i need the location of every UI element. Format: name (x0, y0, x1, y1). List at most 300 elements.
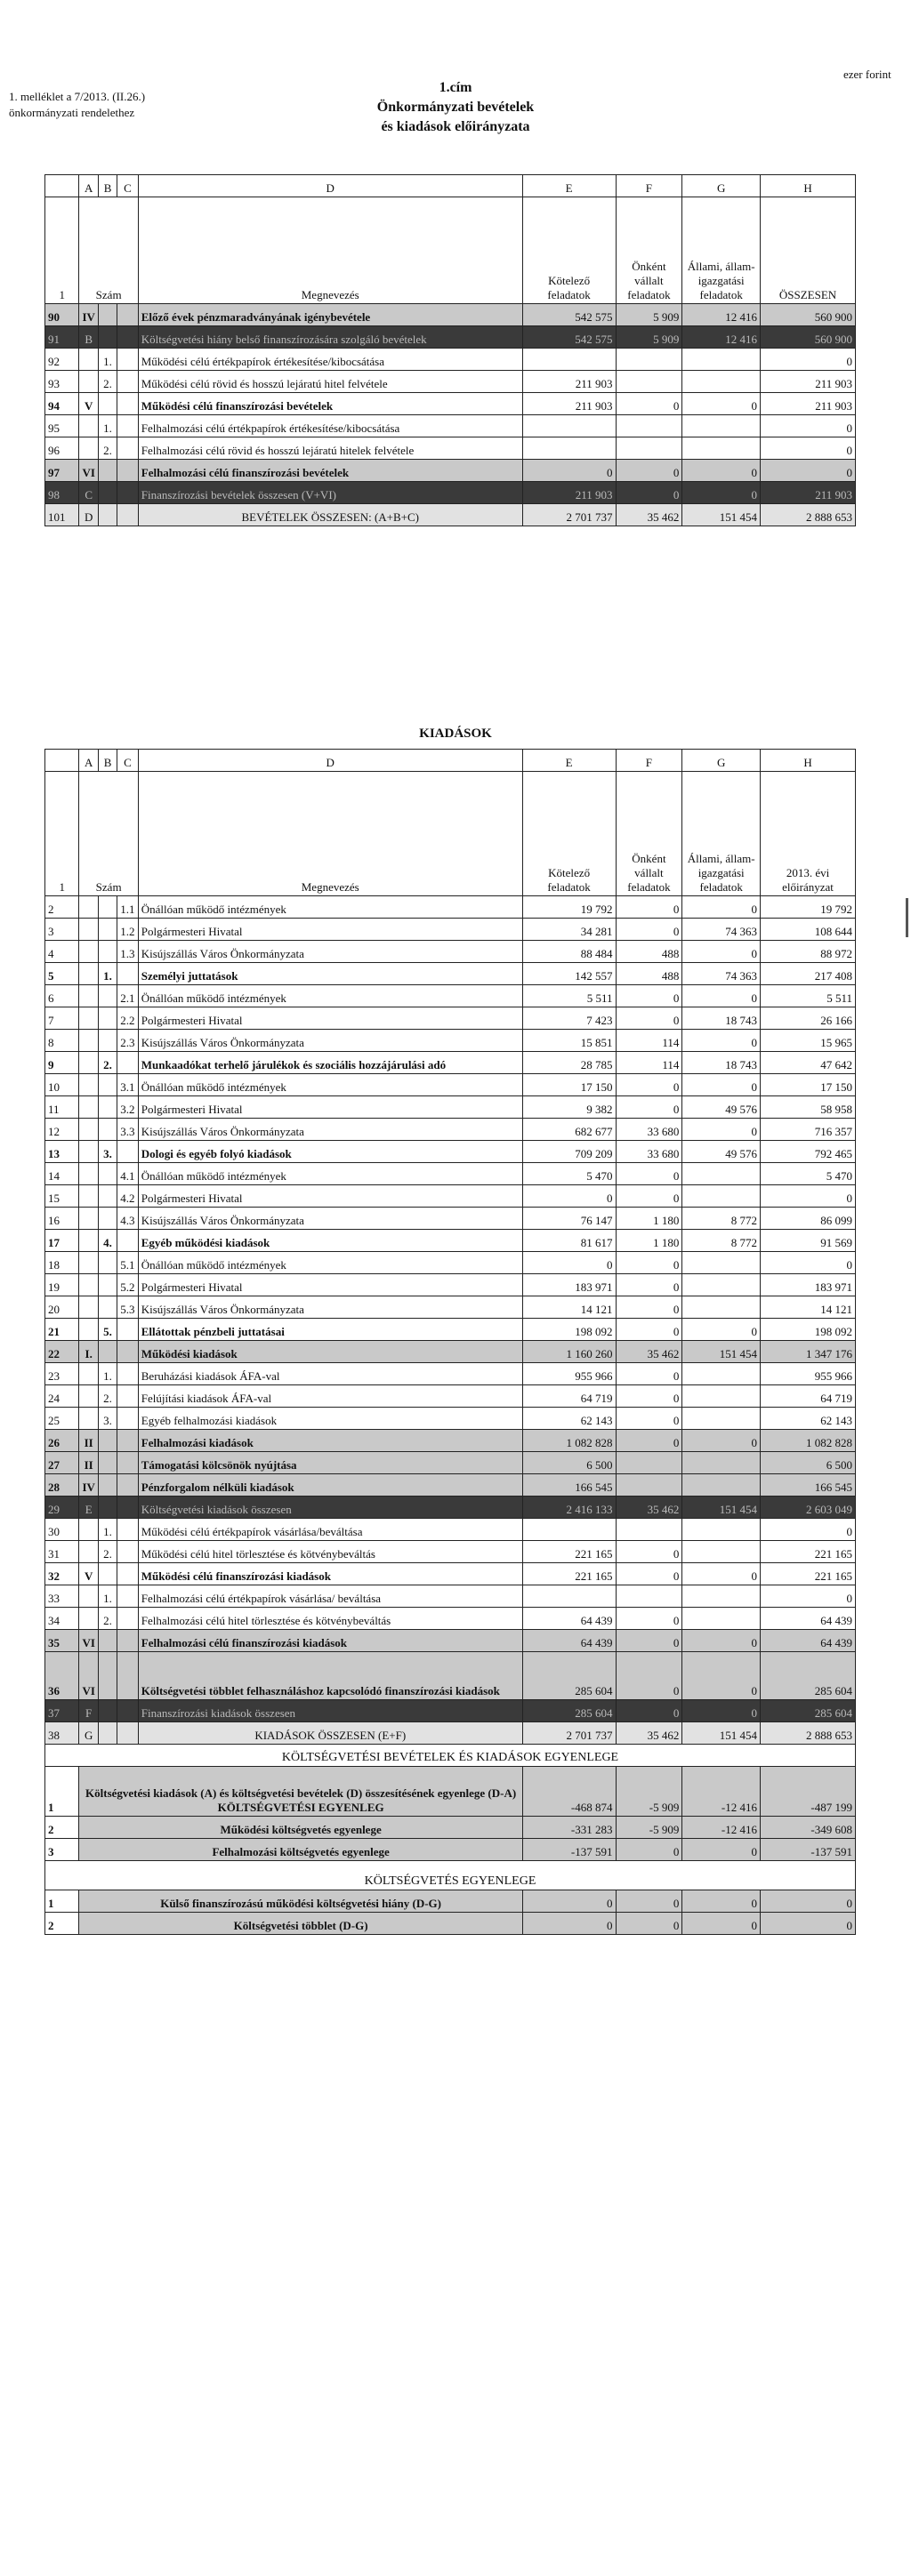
value-kotelezo: 76 147 (522, 1208, 616, 1230)
item-name: Kisújszállás Város Önkormányzata (138, 1119, 522, 1141)
code-c (117, 1230, 139, 1252)
code-b (98, 1252, 117, 1274)
code-b (98, 393, 117, 415)
value-allami: 0 (682, 1563, 761, 1585)
row-number: 36 (45, 1652, 79, 1700)
allami-header: Állami, állam-igazgatási feladatok (682, 197, 761, 304)
item-name: Önállóan működő intézmények (138, 1074, 522, 1096)
item-name: Működési célú értékpapírok vásárlása/beváltása (138, 1519, 522, 1541)
value-onkent: 114 (616, 1030, 682, 1052)
code-b (98, 1563, 117, 1585)
value-kotelezo: 166 545 (522, 1474, 616, 1497)
code-a (79, 1208, 98, 1230)
item-name: Költségvetési többlet felhasználáshoz kapcsolódó finanszírozási kiadások (138, 1652, 522, 1700)
value-kotelezo: 0 (522, 1185, 616, 1208)
code-a (79, 985, 98, 1007)
code-c: 4.3 (117, 1208, 139, 1230)
code-c: 2.1 (117, 985, 139, 1007)
code-a (79, 1319, 98, 1341)
table-row (45, 1630, 856, 1652)
value-kotelezo: 64 439 (522, 1630, 616, 1652)
row-number: 31 (45, 1541, 79, 1563)
value-allami (682, 371, 761, 393)
value-kotelezo: 64 439 (522, 1608, 616, 1630)
value-allami: 151 454 (682, 1341, 761, 1363)
value-allami (682, 1541, 761, 1563)
item-name: Támogatási kölcsönök nyújtása (138, 1452, 522, 1474)
row-number: 8 (45, 1030, 79, 1052)
value-kotelezo: 0 (522, 1890, 616, 1913)
value-onkent (616, 1452, 682, 1474)
code-a (79, 1119, 98, 1141)
column-letters-row-2 (45, 750, 856, 772)
value-onkent: 0 (616, 1252, 682, 1274)
row-number: 101 (45, 504, 79, 526)
value-allami: 0 (682, 1700, 761, 1722)
col-letter-b: B (98, 175, 117, 197)
row-number: 38 (45, 1722, 79, 1745)
code-a: VI (79, 1652, 98, 1700)
value-total: 86 099 (761, 1208, 856, 1230)
code-c (117, 963, 139, 985)
value-onkent: 35 462 (616, 1497, 682, 1519)
code-b (98, 1341, 117, 1363)
value-total: 0 (761, 1913, 856, 1935)
item-name: Működési célú értékpapírok értékesítése/kibocsátása (138, 349, 522, 371)
expenditure-table (44, 749, 856, 1935)
code-a (79, 963, 98, 985)
value-onkent (616, 371, 682, 393)
row-number: 94 (45, 393, 79, 415)
value-allami: 49 576 (682, 1141, 761, 1163)
item-name: Kisújszállás Város Önkormányzata (138, 941, 522, 963)
balance2-title: KÖLTSÉGVETÉS EGYENLEGE (45, 1861, 856, 1890)
code-b: 2. (98, 1541, 117, 1563)
value-total: 211 903 (761, 482, 856, 504)
value-total: 0 (761, 1252, 856, 1274)
code-c (117, 371, 139, 393)
item-name: Felhalmozási célú értékpapírok vásárlása/ beváltása (138, 1585, 522, 1608)
value-total: 5 470 (761, 1163, 856, 1185)
item-name: Dologi és egyéb folyó kiadások (138, 1141, 522, 1163)
code-b (98, 1208, 117, 1230)
row-number: 37 (45, 1700, 79, 1722)
value-total: 19 792 (761, 896, 856, 919)
value-total: 0 (761, 1585, 856, 1608)
row-number: 10 (45, 1074, 79, 1096)
document-title (0, 78, 911, 137)
code-b: 5. (98, 1319, 117, 1341)
row-number: 17 (45, 1230, 79, 1252)
table-row (45, 349, 856, 371)
value-allami (682, 349, 761, 371)
col-letter-h: H (761, 175, 856, 197)
code-c (117, 393, 139, 415)
code-b: 1. (98, 1585, 117, 1608)
table-row (45, 1319, 856, 1341)
value-kotelezo: -468 874 (522, 1767, 616, 1817)
eloiranyzat-header: 2013. évi előirányzat (761, 772, 856, 896)
code-c (117, 1452, 139, 1474)
value-onkent: 0 (616, 1408, 682, 1430)
item-name: Működési célú finanszírozási kiadások (138, 1563, 522, 1585)
table-row (45, 1341, 856, 1363)
row-number: 1 (45, 1767, 79, 1817)
value-kotelezo: 81 617 (522, 1230, 616, 1252)
item-name: Költségvetési kiadások összesen (138, 1497, 522, 1519)
row-number: 2 (45, 1913, 79, 1935)
value-allami: 0 (682, 1319, 761, 1341)
item-name: Pénzforgalom nélküli kiadások (138, 1474, 522, 1497)
row-number: 9 (45, 1052, 79, 1074)
table-row (45, 1474, 856, 1497)
row-number: 29 (45, 1497, 79, 1519)
item-name: Finanszírozási kiadások összesen (138, 1700, 522, 1722)
value-total: -349 608 (761, 1817, 856, 1839)
table-row (45, 1700, 856, 1722)
code-b (98, 460, 117, 482)
balance-name: Költségvetési többlet (D-G) (79, 1913, 522, 1935)
row-number: 33 (45, 1585, 79, 1608)
value-onkent: 1 180 (616, 1208, 682, 1230)
table-row (45, 963, 856, 985)
row-number: 5 (45, 963, 79, 985)
row-number: 28 (45, 1474, 79, 1497)
item-name: Személyi juttatások (138, 963, 522, 985)
code-a: II (79, 1452, 98, 1474)
value-kotelezo: 2 416 133 (522, 1497, 616, 1519)
table-row (45, 1296, 856, 1319)
value-onkent: 0 (616, 919, 682, 941)
value-kotelezo (522, 349, 616, 371)
value-allami (682, 437, 761, 460)
value-kotelezo: 14 121 (522, 1296, 616, 1319)
value-total: 0 (761, 349, 856, 371)
item-name: Kisújszállás Város Önkormányzata (138, 1030, 522, 1052)
title-line-2: Önkormányzati bevételek (376, 100, 535, 115)
code-a (79, 919, 98, 941)
value-onkent: 0 (616, 393, 682, 415)
table-row (45, 304, 856, 326)
value-onkent: 0 (616, 1890, 682, 1913)
code-a: D (79, 504, 98, 526)
row-number: 97 (45, 460, 79, 482)
row-number: 23 (45, 1363, 79, 1385)
code-b (98, 985, 117, 1007)
item-name: Polgármesteri Hivatal (138, 1096, 522, 1119)
row-number: 14 (45, 1163, 79, 1185)
code-b: 3. (98, 1141, 117, 1163)
item-name: Felhalmozási célú rövid és hosszú lejáratú hitelek felvétele (138, 437, 522, 460)
item-name: Polgármesteri Hivatal (138, 1274, 522, 1296)
code-a (79, 1052, 98, 1074)
code-c (117, 1430, 139, 1452)
table-row (45, 1230, 856, 1252)
code-b: 2. (98, 1385, 117, 1408)
code-a (79, 1007, 98, 1030)
code-b (98, 1452, 117, 1474)
value-kotelezo: 542 575 (522, 326, 616, 349)
code-b (98, 1185, 117, 1208)
col-letter-f: F (616, 750, 682, 772)
table-row (45, 1252, 856, 1274)
code-a: IV (79, 304, 98, 326)
code-a: V (79, 1563, 98, 1585)
code-c: 3.3 (117, 1119, 139, 1141)
value-kotelezo: 2 701 737 (522, 504, 616, 526)
table-row (45, 482, 856, 504)
code-b: 2. (98, 1052, 117, 1074)
column-letters-row (45, 175, 856, 197)
row-number: 24 (45, 1385, 79, 1408)
value-total: 6 500 (761, 1452, 856, 1474)
table-row (45, 1385, 856, 1408)
code-a (79, 1385, 98, 1408)
value-allami (682, 1296, 761, 1319)
value-kotelezo: 211 903 (522, 393, 616, 415)
item-name: Egyéb felhalmozási kiadások (138, 1408, 522, 1430)
value-allami: 0 (682, 1630, 761, 1652)
value-total: -487 199 (761, 1767, 856, 1817)
value-total: 64 439 (761, 1630, 856, 1652)
balance-row (45, 1913, 856, 1935)
value-allami: 0 (682, 1119, 761, 1141)
code-b: 1. (98, 1519, 117, 1541)
decree-line-1: 1. melléklet a 7/2013. (II.26.) (9, 90, 146, 103)
value-kotelezo (522, 415, 616, 437)
value-onkent (616, 1474, 682, 1497)
code-b: 1. (98, 349, 117, 371)
value-total: 58 958 (761, 1096, 856, 1119)
table-row (45, 919, 856, 941)
item-name: Önállóan működő intézmények (138, 1163, 522, 1185)
onkent-header: Önként vállalt feladatok (616, 772, 682, 896)
code-c: 4.1 (117, 1163, 139, 1185)
value-total: 285 604 (761, 1700, 856, 1722)
item-name: Önállóan működő intézmények (138, 1252, 522, 1274)
item-name: Előző évek pénzmaradványának igénybevétele (138, 304, 522, 326)
value-total: 217 408 (761, 963, 856, 985)
code-c (117, 437, 139, 460)
col-letter-b: B (98, 750, 117, 772)
value-total: 285 604 (761, 1652, 856, 1700)
code-b (98, 1722, 117, 1745)
table-row (45, 1363, 856, 1385)
value-total: 1 082 828 (761, 1430, 856, 1452)
value-total: 716 357 (761, 1119, 856, 1141)
value-onkent: 0 (616, 1185, 682, 1208)
col-letter-e: E (522, 175, 616, 197)
item-name: Önállóan működő intézmények (138, 985, 522, 1007)
col-letter-a: A (79, 750, 98, 772)
value-onkent: 0 (616, 896, 682, 919)
code-b: 1. (98, 963, 117, 985)
code-a (79, 415, 98, 437)
table-row (45, 326, 856, 349)
megnevezes-header: Megnevezés (138, 772, 522, 896)
value-onkent: -5 909 (616, 1817, 682, 1839)
col-letter-g: G (682, 750, 761, 772)
value-total: 64 439 (761, 1608, 856, 1630)
value-onkent: 0 (616, 1296, 682, 1319)
row-number: 93 (45, 371, 79, 393)
value-allami: 0 (682, 1652, 761, 1700)
table-row (45, 1452, 856, 1474)
decree-line-2: önkormányzati rendelethez (9, 106, 135, 119)
value-allami (682, 1163, 761, 1185)
value-total: 211 903 (761, 393, 856, 415)
row-number: 32 (45, 1563, 79, 1585)
row-number: 6 (45, 985, 79, 1007)
code-c (117, 1519, 139, 1541)
value-kotelezo: 542 575 (522, 304, 616, 326)
table-row (45, 1541, 856, 1563)
value-allami: 74 363 (682, 919, 761, 941)
unit-label: ezer forint (843, 68, 891, 81)
value-onkent (616, 1585, 682, 1608)
value-total: 47 642 (761, 1052, 856, 1074)
value-total: 183 971 (761, 1274, 856, 1296)
table-row (45, 415, 856, 437)
code-a: VI (79, 460, 98, 482)
row-number: 11 (45, 1096, 79, 1119)
value-onkent: 0 (616, 1274, 682, 1296)
row-number: 4 (45, 941, 79, 963)
code-c: 3.2 (117, 1096, 139, 1119)
code-b (98, 896, 117, 919)
code-b: 3. (98, 1408, 117, 1430)
item-name: Finanszírozási bevételek összesen (V+VI) (138, 482, 522, 504)
value-total: 91 569 (761, 1230, 856, 1252)
code-c (117, 1630, 139, 1652)
code-c (117, 504, 139, 526)
value-kotelezo: 17 150 (522, 1074, 616, 1096)
value-allami: 0 (682, 393, 761, 415)
code-b (98, 1007, 117, 1030)
row-number: 1 (45, 1890, 79, 1913)
value-allami (682, 1385, 761, 1408)
code-c (117, 349, 139, 371)
row-number: 15 (45, 1185, 79, 1208)
title-line-1: 1.cím (439, 80, 472, 95)
value-total: 2 603 049 (761, 1497, 856, 1519)
value-total: 1 347 176 (761, 1341, 856, 1363)
code-b (98, 1030, 117, 1052)
value-onkent: 0 (616, 1074, 682, 1096)
table-row (45, 1163, 856, 1185)
col-letter-c: C (117, 175, 139, 197)
row-number: 13 (45, 1141, 79, 1163)
code-a: F (79, 1700, 98, 1722)
balance-row (45, 1767, 856, 1817)
value-allami: 12 416 (682, 304, 761, 326)
row-number: 3 (45, 919, 79, 941)
value-allami: 74 363 (682, 963, 761, 985)
value-allami (682, 1363, 761, 1385)
table-row (45, 1274, 856, 1296)
item-name: BEVÉTELEK ÖSSZESEN: (A+B+C) (138, 504, 522, 526)
value-total: 2 888 653 (761, 1722, 856, 1745)
code-b (98, 326, 117, 349)
code-c (117, 1585, 139, 1608)
item-name: Felhalmozási célú értékpapírok értékesítése/kibocsátása (138, 415, 522, 437)
code-a (79, 1296, 98, 1319)
value-onkent: 0 (616, 1096, 682, 1119)
revenue-table (44, 174, 856, 526)
value-kotelezo (522, 437, 616, 460)
col-letter-g: G (682, 175, 761, 197)
item-name: Működési célú hitel törlesztése és kötvénybeváltás (138, 1541, 522, 1563)
value-kotelezo: 183 971 (522, 1274, 616, 1296)
value-onkent: 114 (616, 1052, 682, 1074)
balance-name: Működési költségvetés egyenlege (79, 1817, 522, 1839)
value-total: 88 972 (761, 941, 856, 963)
code-c: 2.3 (117, 1030, 139, 1052)
value-kotelezo: 211 903 (522, 371, 616, 393)
item-name: Működési célú rövid és hosszú lejáratú hitel felvétele (138, 371, 522, 393)
code-c: 5.2 (117, 1274, 139, 1296)
code-c (117, 1722, 139, 1745)
value-allami (682, 1408, 761, 1430)
balance-name: Költségvetési kiadások (A) és költségvetési bevételek (D) összesítésének egyenlege (D-A) KÖLTSÉGVETÉSI EGYENLEG (79, 1767, 522, 1817)
value-onkent (616, 437, 682, 460)
table-row (45, 896, 856, 919)
value-onkent: 5 909 (616, 304, 682, 326)
value-total: 198 092 (761, 1319, 856, 1341)
row-number: 22 (45, 1341, 79, 1363)
value-onkent: 0 (616, 1839, 682, 1861)
code-c (117, 1052, 139, 1074)
table-row (45, 504, 856, 526)
value-kotelezo: 955 966 (522, 1363, 616, 1385)
value-allami (682, 1474, 761, 1497)
table-row (45, 1074, 856, 1096)
value-kotelezo: 5 511 (522, 985, 616, 1007)
code-c: 5.1 (117, 1252, 139, 1274)
code-a (79, 896, 98, 919)
code-c: 2.2 (117, 1007, 139, 1030)
value-kotelezo: 88 484 (522, 941, 616, 963)
code-c (117, 1341, 139, 1363)
value-kotelezo: 709 209 (522, 1141, 616, 1163)
balance-row (45, 1817, 856, 1839)
code-b (98, 1119, 117, 1141)
value-kotelezo: 28 785 (522, 1052, 616, 1074)
value-kotelezo: 0 (522, 1252, 616, 1274)
onkent-header: Önként vállalt feladatok (616, 197, 682, 304)
balance1-title-row (45, 1745, 856, 1767)
code-a: IV (79, 1474, 98, 1497)
value-total: 792 465 (761, 1141, 856, 1163)
table-row (45, 1007, 856, 1030)
value-kotelezo: -137 591 (522, 1839, 616, 1861)
code-a (79, 1408, 98, 1430)
value-allami: 49 576 (682, 1096, 761, 1119)
item-name: Működési kiadások (138, 1341, 522, 1363)
code-b (98, 482, 117, 504)
balance-name: Külső finanszírozású működési költségvetési hiány (D-G) (79, 1890, 522, 1913)
value-kotelezo: 7 423 (522, 1007, 616, 1030)
value-onkent: 33 680 (616, 1119, 682, 1141)
value-total: 108 644 (761, 919, 856, 941)
code-b (98, 1163, 117, 1185)
balance-row (45, 1890, 856, 1913)
kiadasok-title: KIADÁSOK (419, 726, 492, 741)
value-total: 560 900 (761, 304, 856, 326)
value-allami: 0 (682, 460, 761, 482)
row-number: 16 (45, 1208, 79, 1230)
code-c (117, 1608, 139, 1630)
